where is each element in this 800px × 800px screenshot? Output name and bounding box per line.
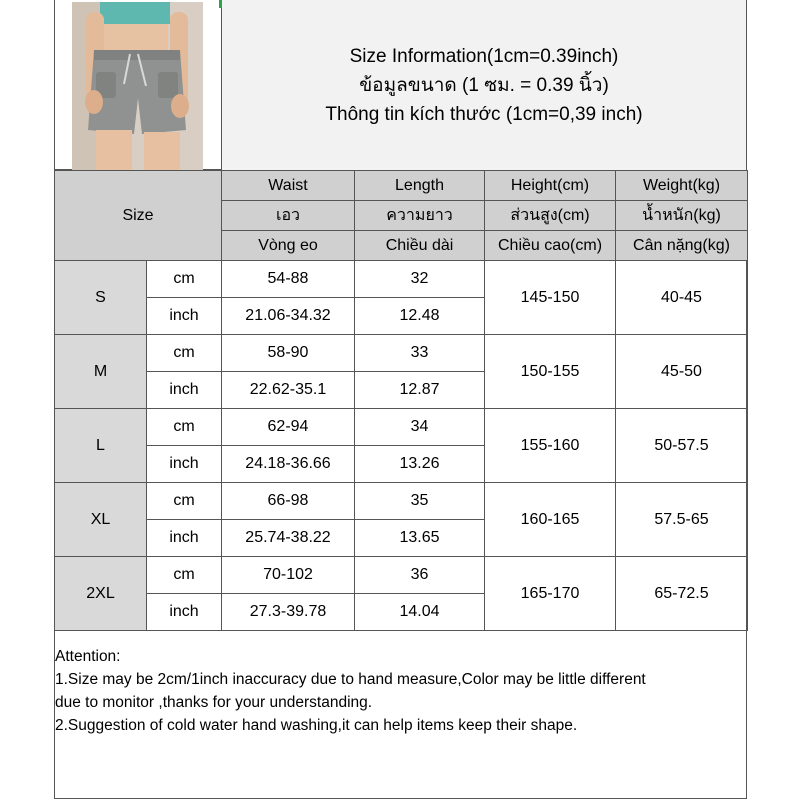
weight-value: 40-45 <box>616 261 748 335</box>
height-value: 145-150 <box>485 261 616 335</box>
length-cm: 32 <box>355 261 485 298</box>
waist-inch: 21.06-34.32 <box>222 298 355 335</box>
col-waist-vi: Vòng eo <box>222 231 355 261</box>
waist-cm: 66-98 <box>222 483 355 520</box>
waist-cm: 62-94 <box>222 409 355 446</box>
product-photo <box>72 2 203 170</box>
col-weight-en: Weight(kg) <box>616 171 748 201</box>
length-inch: 14.04 <box>355 594 485 631</box>
height-value: 165-170 <box>485 557 616 631</box>
note-2: 2.Suggestion of cold water hand washing,it can help items keep their shape. <box>55 717 578 734</box>
size-label-l: L <box>55 409 147 483</box>
length-inch: 13.65 <box>355 520 485 557</box>
weight-value: 50-57.5 <box>616 409 748 483</box>
col-length-vi: Chiều dài <box>355 231 485 261</box>
length-cm: 35 <box>355 483 485 520</box>
note-1-line-1: 1.Size may be 2cm/1inch inaccuracy due to hand measure,Color may be little different <box>55 671 646 688</box>
length-inch: 13.26 <box>355 446 485 483</box>
col-length-th: ความยาว <box>355 201 485 231</box>
note-1-line-2: due to monitor ,thanks for your understanding. <box>55 694 373 711</box>
unit-inch: inch <box>147 372 222 409</box>
unit-cm: cm <box>147 261 222 298</box>
length-inch: 12.87 <box>355 372 485 409</box>
length-cm: 36 <box>355 557 485 594</box>
size-label-s: S <box>55 261 147 335</box>
waist-cm: 58-90 <box>222 335 355 372</box>
waist-cm: 54-88 <box>222 261 355 298</box>
waist-inch: 27.3-39.78 <box>222 594 355 631</box>
weight-value: 45-50 <box>616 335 748 409</box>
col-weight-vi: Cân nặng(kg) <box>616 231 748 261</box>
col-length-en: Length <box>355 171 485 201</box>
length-inch: 12.48 <box>355 298 485 335</box>
waist-inch: 22.62-35.1 <box>222 372 355 409</box>
size-header: Size <box>55 171 222 261</box>
unit-cm: cm <box>147 483 222 520</box>
title-box <box>222 0 746 170</box>
size-label-m: M <box>55 335 147 409</box>
col-height-th: ส่วนสูง(cm) <box>485 201 616 231</box>
waist-inch: 25.74-38.22 <box>222 520 355 557</box>
unit-inch: inch <box>147 298 222 335</box>
attention-notes <box>55 645 745 737</box>
weight-value: 57.5-65 <box>616 483 748 557</box>
title-vietnamese: Thông tin kích thước (1cm=0,39 inch) <box>325 103 643 125</box>
size-table <box>54 170 748 631</box>
waist-inch: 24.18-36.66 <box>222 446 355 483</box>
title-english: Size Information(1cm=0.39inch) <box>349 45 619 67</box>
unit-inch: inch <box>147 446 222 483</box>
unit-cm: cm <box>147 335 222 372</box>
height-value: 160-165 <box>485 483 616 557</box>
size-label-xl: XL <box>55 483 147 557</box>
unit-cm: cm <box>147 557 222 594</box>
length-cm: 33 <box>355 335 485 372</box>
col-height-vi: Chiều cao(cm) <box>485 231 616 261</box>
unit-inch: inch <box>147 594 222 631</box>
col-height-en: Height(cm) <box>485 171 616 201</box>
col-waist-en: Waist <box>222 171 355 201</box>
length-cm: 34 <box>355 409 485 446</box>
col-waist-th: เอว <box>222 201 355 231</box>
weight-value: 65-72.5 <box>616 557 748 631</box>
notes-heading: Attention: <box>55 648 121 665</box>
col-weight-th: น้ำหนัก(kg) <box>616 201 748 231</box>
height-value: 155-160 <box>485 409 616 483</box>
height-value: 150-155 <box>485 335 616 409</box>
size-label-2xl: 2XL <box>55 557 147 631</box>
waist-cm: 70-102 <box>222 557 355 594</box>
unit-inch: inch <box>147 520 222 557</box>
title-thai: ข้อมูลขนาด (1 ซม. = 0.39 นิ้ว) <box>359 74 609 96</box>
unit-cm: cm <box>147 409 222 446</box>
